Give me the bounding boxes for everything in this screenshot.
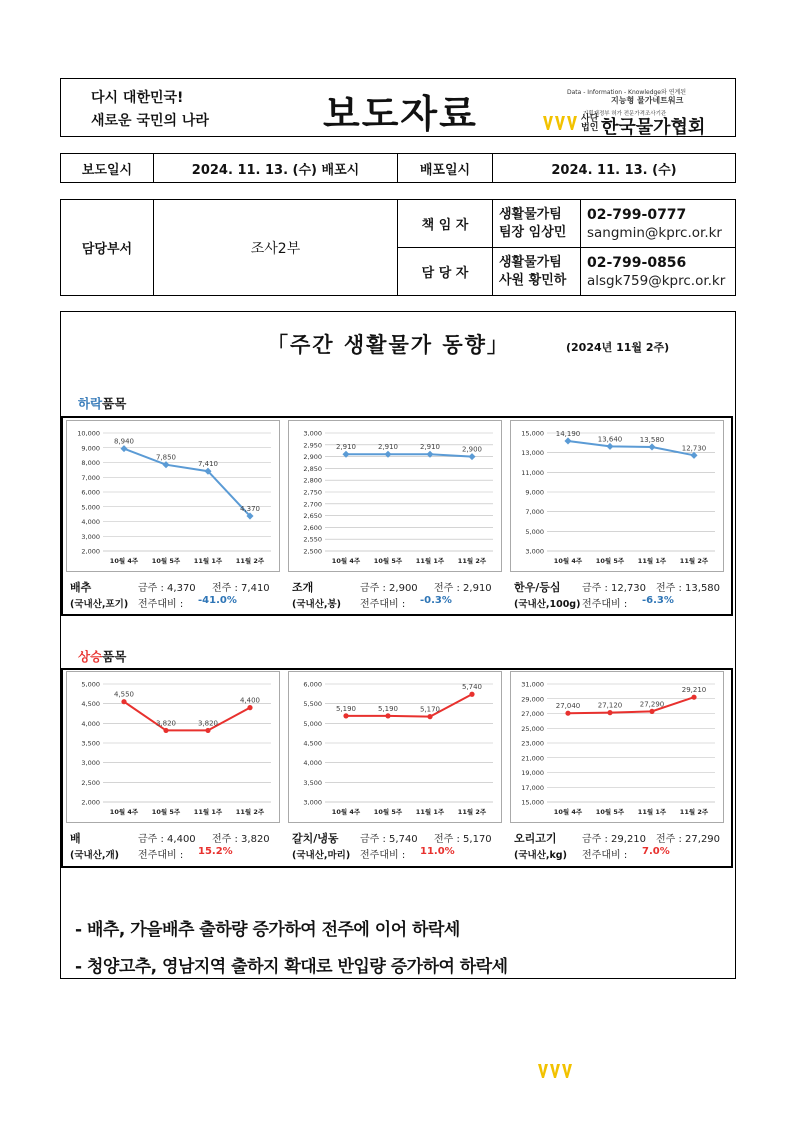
weekly-change: 7.0% — [642, 846, 670, 857]
y-tick-label: 6,000 — [303, 680, 322, 689]
price-chart-5 — [510, 671, 724, 823]
y-tick-label: 10,000 — [77, 429, 100, 438]
item-origin: (국내산,100g) — [514, 599, 581, 610]
weekly-price-report — [60, 311, 736, 979]
report-subtitle: (2024년 11월 2주) — [566, 341, 670, 354]
current-week-price: 금주 : 12,730 — [582, 583, 647, 594]
data-point — [649, 709, 654, 714]
y-tick-label: 2,950 — [303, 441, 322, 450]
data-label: 3,820 — [197, 719, 219, 728]
distribution-date: 2024. 11. 13. (수) — [493, 154, 736, 183]
series-line — [124, 449, 250, 516]
change-label: 전주대비 : — [360, 599, 406, 610]
y-tick-label: 2,700 — [303, 500, 322, 509]
data-label: 2,910 — [419, 443, 441, 452]
x-tick-label: 10월 5주 — [595, 808, 625, 816]
chart-svg-3 — [67, 672, 281, 824]
price-chart-2 — [510, 420, 724, 572]
y-tick-label: 3,500 — [81, 739, 100, 748]
weekly-change: 11.0% — [420, 846, 455, 857]
press-header — [60, 78, 736, 137]
y-tick-label: 2,550 — [303, 535, 322, 544]
weekly-change: -41.0% — [198, 595, 237, 606]
item-name: 배추 — [70, 581, 92, 594]
data-point — [205, 728, 210, 733]
data-label: 27,290 — [639, 700, 665, 709]
y-tick-label: 2,750 — [303, 488, 322, 497]
organization-logo-icon — [543, 116, 577, 130]
y-tick-label: 5,500 — [303, 700, 322, 709]
y-tick-label: 27,000 — [521, 710, 544, 718]
y-tick-label: 3,000 — [303, 429, 322, 438]
y-tick-label: 2,500 — [303, 547, 322, 556]
x-tick-label: 10월 4주 — [331, 557, 361, 565]
data-label: 4,400 — [239, 696, 261, 705]
y-tick-label: 15,000 — [521, 429, 544, 438]
y-tick-label: 17,000 — [521, 783, 544, 792]
x-tick-label: 10월 5주 — [151, 808, 181, 816]
logo-subtitle: 기획재정부 허가 전문가격조사기관 — [583, 111, 667, 117]
role-label-staff: 담 당 자 — [398, 248, 493, 296]
data-label: 13,640 — [597, 435, 623, 444]
y-tick-label: 3,000 — [525, 547, 544, 556]
y-tick-label: 4,500 — [81, 700, 100, 709]
price-chart-4 — [288, 671, 502, 823]
y-tick-label: 2,900 — [303, 453, 322, 462]
y-tick-label: 31,000 — [521, 680, 544, 689]
item-origin: (국내산,포기) — [70, 599, 129, 610]
y-tick-label: 2,650 — [303, 512, 322, 521]
x-tick-label: 11월 2주 — [679, 808, 709, 816]
y-tick-label: 2,800 — [303, 476, 322, 485]
staff-name: 생활물가팀 사원 황민하 — [493, 248, 581, 296]
staff-email: alsgk759@kprc.or.kr — [587, 272, 726, 289]
previous-week-price: 전주 : 2,910 — [434, 583, 492, 594]
data-point — [468, 453, 475, 460]
x-tick-label: 10월 5주 — [595, 557, 625, 565]
staff-contact — [581, 248, 736, 296]
change-label: 전주대비 : — [582, 599, 628, 610]
current-week-price: 금주 : 4,400 — [138, 834, 196, 845]
x-tick-label: 10월 4주 — [109, 557, 139, 565]
summary-line-1: - 배추, 가을배추 출하량 증가하여 전주에 이어 하락세 — [75, 920, 460, 940]
previous-week-price: 전주 : 5,170 — [434, 834, 492, 845]
item-origin: (국내산,봉) — [292, 599, 342, 610]
data-label: 27,040 — [555, 702, 581, 711]
department-name: 조사2부 — [154, 200, 398, 296]
manager-name: 생활물가팀 팀장 임상민 — [493, 200, 581, 248]
summary-line-2: - 청양고추, 영남지역 출하지 확대로 반입량 증가하여 하락세 — [75, 957, 508, 977]
y-tick-label: 5,000 — [303, 719, 322, 728]
item-origin: (국내산,kg) — [514, 850, 567, 861]
current-week-price: 금주 : 29,210 — [582, 834, 647, 845]
data-label: 7,410 — [197, 460, 219, 469]
y-tick-label: 4,500 — [303, 739, 322, 748]
price-chart-0 — [66, 420, 280, 572]
report-date: 2024. 11. 13. (수) 배포시 — [154, 154, 398, 183]
role-label-manager: 책 임 자 — [398, 200, 493, 248]
data-label: 3,820 — [155, 719, 177, 728]
weekly-change: -0.3% — [420, 595, 452, 606]
data-point — [427, 714, 432, 719]
x-tick-label: 11월 1주 — [415, 557, 445, 565]
y-tick-label: 19,000 — [521, 769, 544, 777]
y-tick-label: 5,000 — [81, 680, 100, 689]
x-tick-label: 11월 1주 — [637, 557, 667, 565]
data-point — [691, 695, 696, 700]
change-label: 전주대비 : — [138, 599, 184, 610]
chart-svg-5 — [511, 672, 725, 824]
y-tick-label: 8,000 — [81, 459, 100, 467]
page-title: 보도자료 — [323, 92, 478, 136]
previous-week-price: 전주 : 13,580 — [656, 583, 721, 594]
staff-phone: 02-799-0856 — [587, 254, 687, 271]
x-tick-label: 11월 2주 — [679, 557, 709, 565]
x-tick-label: 10월 5주 — [373, 557, 403, 565]
weekly-change: -6.3% — [642, 595, 674, 606]
price-chart-1 — [288, 420, 502, 572]
data-point — [565, 711, 570, 716]
current-week-price: 금주 : 2,900 — [360, 583, 418, 594]
y-tick-label: 9,000 — [81, 444, 100, 453]
chart-svg-2 — [511, 421, 725, 573]
data-label: 12,730 — [681, 444, 707, 453]
data-point — [343, 713, 348, 718]
slogan-line-2: 새로운 국민의 나라 — [91, 113, 209, 129]
report-title: 「주간 생활물가 동향」 — [267, 333, 510, 357]
previous-week-price: 전주 : 27,290 — [656, 834, 721, 845]
data-label: 5,190 — [335, 704, 357, 713]
x-tick-label: 11월 2주 — [235, 808, 265, 816]
y-tick-label: 9,000 — [525, 488, 544, 497]
item-name: 조개 — [292, 581, 314, 594]
x-tick-label: 11월 2주 — [457, 557, 487, 565]
y-tick-label: 2,850 — [303, 464, 322, 473]
y-tick-label: 3,500 — [303, 778, 322, 787]
y-tick-label: 3,000 — [81, 532, 100, 541]
organization-name: 한국물가협회 — [601, 117, 706, 138]
y-tick-label: 13,000 — [521, 449, 544, 458]
x-tick-label: 10월 5주 — [373, 808, 403, 816]
item-name: 한우/등심 — [514, 581, 561, 594]
x-tick-label: 11월 2주 — [457, 808, 487, 816]
data-label: 4,370 — [239, 505, 261, 514]
y-tick-label: 3,000 — [303, 798, 322, 807]
data-point — [469, 692, 474, 697]
previous-week-price: 전주 : 7,410 — [212, 583, 270, 594]
series-line — [346, 454, 472, 456]
series-line — [346, 694, 472, 716]
data-label: 4,550 — [113, 690, 135, 699]
footer-logo-icon — [538, 1064, 572, 1078]
change-label: 전주대비 : — [360, 850, 406, 861]
manager-contact — [581, 200, 736, 248]
y-tick-label: 2,600 — [303, 523, 322, 532]
y-tick-label: 23,000 — [521, 739, 544, 748]
data-point — [606, 443, 613, 450]
change-label: 전주대비 : — [138, 850, 184, 861]
current-week-price: 금주 : 5,740 — [360, 834, 418, 845]
department-label: 담당부서 — [61, 200, 154, 296]
y-tick-label: 4,000 — [81, 518, 100, 526]
data-point — [163, 728, 168, 733]
y-tick-label: 25,000 — [521, 724, 544, 733]
price-chart-3 — [66, 671, 280, 823]
data-label: 2,900 — [461, 445, 483, 454]
tagline-bottom: 지능형 물가네트워크 — [611, 96, 684, 105]
item-origin: (국내산,마리) — [292, 850, 351, 861]
data-point — [607, 710, 612, 715]
tagline-top: Data - Information - Knowledge와 연계된 — [567, 89, 687, 96]
y-tick-label: 5,000 — [525, 527, 544, 536]
x-tick-label: 11월 1주 — [415, 808, 445, 816]
y-tick-label: 2,000 — [81, 547, 100, 556]
change-label: 전주대비 : — [582, 850, 628, 861]
x-tick-label: 11월 1주 — [193, 557, 223, 565]
y-tick-label: 21,000 — [521, 754, 544, 763]
data-label: 2,910 — [377, 443, 399, 452]
y-tick-label: 4,000 — [303, 759, 322, 768]
x-tick-label: 11월 1주 — [193, 808, 223, 816]
data-label: 14,190 — [555, 429, 581, 438]
chart-svg-1 — [289, 421, 503, 573]
weekly-change: 15.2% — [198, 846, 233, 857]
y-tick-label: 2,000 — [81, 798, 100, 807]
y-tick-label: 15,000 — [521, 798, 544, 807]
item-name: 오리고기 — [514, 832, 557, 845]
data-label: 5,740 — [461, 683, 483, 692]
y-tick-label: 11,000 — [521, 468, 544, 477]
falling-items-heading: 하락품목 — [78, 396, 127, 411]
data-label: 8,940 — [113, 437, 135, 446]
distribution-date-label: 배포일시 — [398, 154, 493, 183]
data-point — [247, 705, 252, 710]
y-tick-label: 3,000 — [81, 759, 100, 768]
x-tick-label: 10월 5주 — [151, 557, 181, 565]
data-label: 5,190 — [377, 704, 399, 713]
x-tick-label: 10월 4주 — [331, 808, 361, 816]
series-line — [568, 441, 694, 455]
item-origin: (국내산,개) — [70, 850, 120, 861]
x-tick-label: 11월 2주 — [235, 557, 265, 565]
data-label: 29,210 — [681, 686, 707, 695]
y-tick-label: 29,000 — [521, 695, 544, 704]
y-tick-label: 2,500 — [81, 778, 100, 787]
y-tick-label: 7,000 — [525, 508, 544, 517]
x-tick-label: 10월 4주 — [553, 808, 583, 816]
release-date-table — [60, 153, 736, 183]
y-tick-label: 5,000 — [81, 503, 100, 512]
report-date-label: 보도일시 — [61, 154, 154, 183]
data-label: 27,120 — [597, 701, 623, 710]
logo-prefix: 사단 법인 — [581, 114, 599, 133]
data-point — [121, 699, 126, 704]
data-point — [648, 443, 655, 450]
x-tick-label: 10월 4주 — [109, 808, 139, 816]
department-table — [60, 199, 736, 296]
y-tick-label: 6,000 — [81, 488, 100, 497]
series-line — [568, 697, 694, 713]
manager-phone: 02-799-0777 — [587, 206, 687, 223]
footer-logo — [538, 1054, 738, 1090]
slogan-line-1: 다시 대한민국! — [91, 90, 184, 106]
x-tick-label: 11월 1주 — [637, 808, 667, 816]
data-point — [564, 437, 571, 444]
item-name: 배 — [70, 832, 81, 845]
y-tick-label: 7,000 — [81, 473, 100, 482]
manager-email: sangmin@kprc.or.kr — [587, 224, 722, 241]
data-label: 5,170 — [419, 705, 441, 714]
data-point — [385, 713, 390, 718]
data-point — [120, 445, 127, 452]
x-tick-label: 10월 4주 — [553, 557, 583, 565]
data-label: 7,850 — [155, 453, 177, 462]
series-line — [124, 702, 250, 731]
rising-items-heading: 상승품목 — [78, 649, 127, 664]
item-name: 갈치/냉동 — [292, 832, 339, 845]
data-label: 13,580 — [639, 435, 665, 444]
chart-svg-4 — [289, 672, 503, 824]
chart-svg-0 — [67, 421, 281, 573]
data-label: 2,910 — [335, 443, 357, 452]
previous-week-price: 전주 : 3,820 — [212, 834, 270, 845]
y-tick-label: 4,000 — [81, 719, 100, 728]
current-week-price: 금주 : 4,370 — [138, 583, 196, 594]
